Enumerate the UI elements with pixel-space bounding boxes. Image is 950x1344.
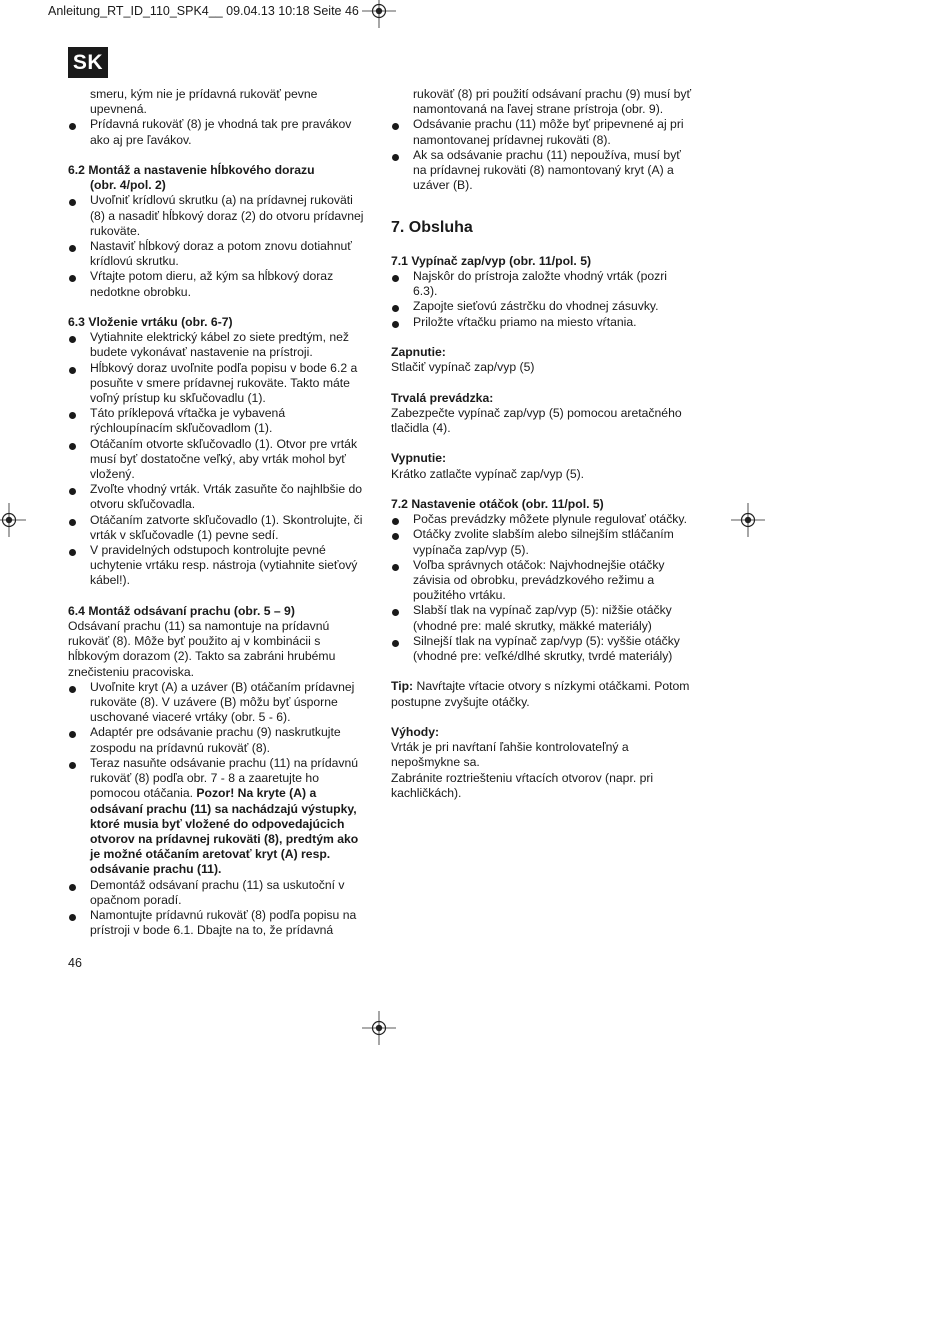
print-header: Anleitung_RT_ID_110_SPK4__ 09.04.13 10:18 Seite 46 <box>48 4 359 18</box>
bullet-item: Otáčky zvolite slabším alebo silnejším stláčaním vypínača zap/vyp (5). <box>391 527 693 557</box>
subheading-advantages: Výhody: <box>391 725 440 739</box>
bullet-item: Odsávanie prachu (11) môže byť pripevnené aj pri namontovanej prídavnej rukoväti (8). <box>391 117 693 147</box>
bullet-item: Táto príklepová vŕtačka je vybavená rýchloupínacím skľučovadlom (1). <box>68 406 370 436</box>
bullet-item: Ak sa odsávanie prachu (11) nepoužíva, musí byť na prídavnej rukoväti (8) namontovaný kryt (A) a uzáver (B). <box>391 148 693 194</box>
bullet-item: Hĺbkový doraz uvoľnite podľa popisu v bode 6.2 a posuňte v smere prídavnej rukoväte. Takto máte voľný prístup ku skľučovadlu (1). <box>68 361 370 407</box>
bullet-item: Zvoľte vhodný vrták. Vrták zasuňte čo najhlbšie do otvoru skľučovadla. <box>68 482 370 512</box>
bullet-item: Najskôr do prístroja založte vhodný vrták (pozri 6.3). <box>391 269 693 299</box>
bullet-item: Namontujte prídavnú rukoväť (8) podľa popisu na prístroji v bode 6.1. Dbajte na to, že prídavná <box>68 908 370 938</box>
subheading-on: Zapnutie: <box>391 345 446 359</box>
tip-text: Navŕtajte vŕtacie otvory s nízkymi otáčkami. Potom postupne zvyšujte otáčky. <box>391 679 690 709</box>
bullet-item: Otáčaním zatvorte skľučovadlo (1). Skontrolujte, či vrták v skľučovadle (1) pevne sedí. <box>68 513 370 543</box>
bullet-item: Uvoľniť krídlovú skrutku (a) na prídavnej rukoväti (8) a nasadiť hĺbkový doraz (2) do otvoru prídavnej rukoväte. <box>68 193 370 239</box>
bullet-item: Nastaviť hĺbkový doraz a potom znovu dotiahnuť krídlovú skrutku. <box>68 239 370 269</box>
section-heading-6-3: 6.3 Vloženie vrtáku (obr. 6-7) <box>68 315 233 330</box>
bullet-item: V pravidelných odstupoch kontrolujte pevné uchytenie vrtáku resp. nástroja (vytiahnite sieťový kábel!). <box>68 543 370 589</box>
bullet-item: Adaptér pre odsávanie prachu (9) naskrutkujte zospodu na prídavnú rukoväť (8). <box>68 725 370 755</box>
bullet-item: Uvoľnite kryt (A) a uzáver (B) otáčaním prídavnej rukoväte (8). V uzávere (B) môžu byť úsporne uschované viaceré vrtáky (obr. 5 - 6). <box>68 680 370 726</box>
continued-text: smeru, kým nie je prídavná rukoväť pevne <box>90 87 318 101</box>
chapter-heading-7: 7. Obsluha <box>391 218 473 236</box>
paragraph: Odsávaní prachu (11) sa namontuje na prídavnú rukoväť (8). Môže byť použito aj v kombinácii s hĺbkovým dorazom (2). Takto sa zabráni hrubému znečisteniu pracoviska. <box>68 619 336 679</box>
paragraph: Krátko zatlačte vypínač zap/vyp (5). <box>391 466 585 481</box>
continued-text: rukoväť (8) pri použití odsávaní prachu (9) musí byť namontovaná na ľavej strane prístroja (obr. 9). <box>413 87 692 117</box>
page-number: 46 <box>68 956 82 970</box>
section-heading-6-2: 6.2 Montáž a nastavenie hĺbkového dorazu (obr. 4/pol. 2) <box>68 163 315 193</box>
bullet-item: Slabší tlak na vypínač zap/vyp (5): nižšie otáčky (vhodné pre: malé skrutky, mäkké materiály) <box>391 603 693 633</box>
bullet-item: Vŕtajte potom dieru, až kým sa hĺbkový doraz nedotkne obrobku. <box>68 269 370 299</box>
warning-text: Pozor! Na kryte (A) a odsávaní prachu (11) sa nachádzajú výstupky, ktoré musia byť vložené do odpovedajúcich otvorov na prídavnej rukoväti (8), predtým ako je možné otáčaním aretovať kryt (A) resp. odsávanie prachu (11). <box>90 786 359 877</box>
language-badge: SK <box>68 47 108 78</box>
bullet-item: Silnejší tlak na vypínač zap/vyp (5): vyššie otáčky (vhodné pre: veľké/dlhé skrutky, tvrdé materiály) <box>391 634 693 664</box>
paragraph: Zabezpečte vypínač zap/vyp (5) pomocou aretačného tlačidla (4). <box>391 405 682 435</box>
bullet-item: Počas prevádzky môžete plynule regulovať otáčky. <box>391 512 693 527</box>
paragraph: Zabránite roztriešteniu vŕtacích otvorov (napr. pri kachličkách). <box>391 770 654 800</box>
paragraph: Stlačiť vypínač zap/vyp (5) <box>391 360 535 375</box>
bullet-item: Voľba správnych otáčok: Najvhodnejšie otáčky závisia od obrobku, prevádzkového režimu a použitého vrtáku. <box>391 558 693 604</box>
bullet-item: Zapojte sieťovú zástrčku do vhodnej zásuvky. <box>391 299 693 314</box>
left-column <box>68 87 370 938</box>
bullet-text: Teraz nasuňte odsávanie prachu (11) na prídavnú rukoväť (8) podľa obr. 7 - 8 a zaaretujte ho pomocou otáčania. <box>90 755 359 801</box>
section-heading-7-1: 7.1 Vypínač zap/vyp (obr. 11/pol. 5) <box>391 253 592 268</box>
registration-mark-bottom-icon <box>362 1011 396 1045</box>
subheading-off: Vypnutie: <box>391 451 447 466</box>
bullet-item: Prídavná rukoväť (8) je vhodná tak pre pravákov ako aj pre ľavákov. <box>68 117 370 147</box>
subheading-continuous: Trvalá prevádzka: <box>391 390 494 405</box>
right-column <box>391 87 693 801</box>
section-heading-7-2: 7.2 Nastavenie otáčok (obr. 11/pol. 5) <box>391 496 604 511</box>
bullet-item: Vytiahnite elektrický kábel zo siete predtým, než budete vykonávať nastavenie na prístroji. <box>68 330 370 360</box>
registration-mark-right-icon <box>731 503 765 537</box>
registration-mark-left-icon <box>0 503 26 537</box>
bullet-item: Otáčaním otvorte skľučovadlo (1). Otvor pre vrták musí byť dostatočne veľký, aby vrták mohol byť vložený. <box>68 437 370 483</box>
tip-label: Tip: <box>391 679 414 694</box>
bullet-item: Demontáž odsávaní prachu (11) sa uskutoční v opačnom poradí. <box>68 878 370 908</box>
registration-mark-top-icon <box>362 0 396 28</box>
bullet-item: Priložte vŕtačku priamo na miesto vŕtania. <box>391 315 693 330</box>
bullet-item <box>68 756 370 878</box>
tip-paragraph <box>391 679 693 709</box>
paragraph: Vrták je pri navŕtaní ľahšie kontrolovateľný a nepošmykne sa. <box>391 740 629 770</box>
continued-text: upevnená. <box>90 102 147 117</box>
section-heading-6-4: 6.4 Montáž odsávaní prachu (obr. 5 – 9) <box>68 603 295 618</box>
